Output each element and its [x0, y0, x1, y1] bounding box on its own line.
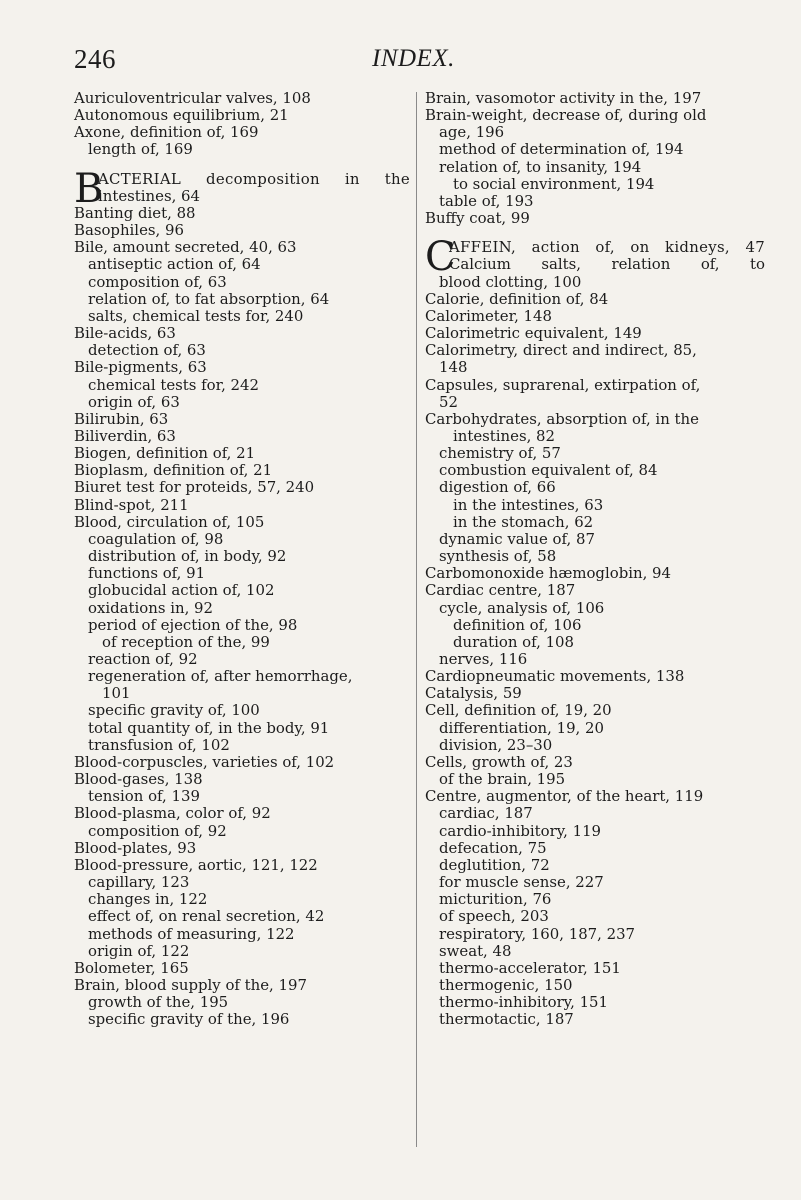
- index-subentry: methods of measuring, 122: [88, 924, 295, 943]
- section-b: [74, 165, 410, 1029]
- word: in: [344, 169, 360, 188]
- index-subentry: synthesis of, 58: [439, 547, 557, 566]
- index-subentry: composition of, 63: [88, 272, 227, 291]
- running-head: INDEX.: [372, 45, 455, 72]
- index-subentry: micturition, 76: [439, 890, 552, 909]
- index-subentry: coagulation of, 98: [88, 529, 224, 548]
- index-entry: Brain, vasomotor activity in the, 197: [425, 89, 702, 107]
- word: salts,: [541, 255, 581, 274]
- section-c: [425, 234, 765, 1029]
- index-subentry: of speech, 203: [439, 907, 549, 926]
- index-entry: Blind-spot, 211: [74, 495, 189, 514]
- index-subentry: differentiation, 19, 20: [439, 718, 604, 737]
- index-entry: Calorimeter, 148: [425, 306, 552, 325]
- index-subentry: sweat, 48: [439, 941, 512, 960]
- index-entry: Cardiac centre, 187: [425, 581, 576, 600]
- index-subentry: composition of, 92: [88, 821, 227, 840]
- word: AFFEIN,: [449, 238, 517, 257]
- index-subentry: combustion equivalent of, 84: [439, 461, 658, 480]
- word: on: [630, 238, 650, 257]
- index-subentry: functions of, 91: [88, 564, 206, 583]
- index-subentry: duration of, 108: [453, 632, 574, 651]
- index-subentry: cycle, analysis of, 106: [439, 598, 605, 617]
- index-entry: Cell, definition of, 19, 20: [425, 701, 612, 720]
- index-subentry: detection of, 63: [88, 341, 206, 360]
- word: 47: [745, 238, 765, 257]
- index-subentry: growth of the, 195: [88, 993, 229, 1012]
- index-subentry: thermogenic, 150: [439, 975, 573, 994]
- index-entry-continuation: age, 196: [439, 123, 505, 142]
- index-entry: Blood, circulation of, 105: [74, 512, 265, 531]
- index-entry: Cells, growth of, 23: [425, 752, 573, 771]
- index-subentry: antiseptic action of, 64: [88, 255, 261, 274]
- word: decomposition: [206, 169, 320, 188]
- word: kidneys,: [665, 238, 730, 257]
- index-entry: Bilirubin, 63: [74, 409, 169, 428]
- word: relation: [611, 255, 671, 274]
- index-entry: Carbohydrates, absorption of, in the: [425, 409, 699, 428]
- index-entry: Carbomonoxide hæmoglobin, 94: [425, 564, 671, 583]
- index-subentry: of the brain, 195: [439, 770, 566, 789]
- index-subentry: chemistry of, 57: [439, 444, 561, 463]
- index-subentry: transfusion of, 102: [88, 735, 230, 754]
- index-entry-first-line: [449, 239, 765, 256]
- index-entry: Calorimetry, direct and indirect, 85,: [425, 341, 697, 360]
- index-subentry: definition of, 106: [453, 615, 582, 634]
- index-subentry: changes in, 122: [88, 890, 208, 909]
- index-subentry: chemical tests for, 242: [88, 375, 259, 394]
- index-subentry: to social environment, 194: [453, 174, 655, 193]
- index-subentry: length of, 169: [88, 140, 193, 159]
- word: to: [750, 255, 765, 274]
- index-entry: Brain, blood supply of the, 197: [74, 975, 307, 994]
- index-entry: Auriculoventricular valves, 108: [74, 89, 311, 107]
- index-entry: Basophiles, 96: [74, 221, 184, 240]
- word: action: [531, 238, 580, 257]
- index-subentry: thermo-inhibitory, 151: [439, 993, 609, 1012]
- index-subentry: table of, 193: [439, 191, 534, 210]
- index-subentry: origin of, 122: [88, 941, 190, 960]
- index-subentry: of reception of the, 99: [102, 632, 270, 651]
- index-subentry: distribution of, in body, 92: [88, 547, 287, 566]
- index-entry: Biliverdin, 63: [74, 426, 176, 445]
- index-subentry: total quantity of, in the body, 91: [88, 718, 330, 737]
- index-subentry: reaction of, 92: [88, 650, 198, 668]
- index-subentry: respiratory, 160, 187, 237: [439, 924, 636, 943]
- index-subentry: thermo-accelerator, 151: [439, 958, 621, 977]
- index-entry: Blood-corpuscles, varieties of, 102: [74, 752, 335, 771]
- index-entry-continuation: intestines, 82: [453, 426, 555, 445]
- index-subentry: dynamic value of, 87: [439, 529, 595, 548]
- index-entry: Biuret test for proteids, 57, 240: [74, 478, 315, 497]
- index-entry: Bile, amount secreted, 40, 63: [74, 238, 297, 257]
- index-subentry: oxidations in, 92: [88, 598, 213, 617]
- index-entry: Bile-pigments, 63: [74, 358, 207, 377]
- index-entry-continuation: blood clotting, 100: [439, 272, 582, 291]
- drop-cap-c: C: [425, 234, 456, 281]
- index-subentry: capillary, 123: [88, 873, 190, 892]
- index-subentry: origin of, 63: [88, 392, 180, 411]
- index-subentry: thermotactic, 187: [439, 1010, 574, 1029]
- index-subentry: period of ejection of the, 98: [88, 615, 298, 634]
- index-subentry: for muscle sense, 227: [439, 873, 604, 892]
- index-column-right: [425, 90, 765, 1028]
- index-subentry: regeneration of, after hemorrhage,: [88, 667, 353, 686]
- word: ACTERIAL: [98, 169, 182, 188]
- index-subentry: in the intestines, 63: [453, 495, 604, 514]
- index-entry-first-line: [98, 171, 410, 188]
- index-entry-continuation: intestines, 64: [98, 186, 200, 205]
- index-entry: Biogen, definition of, 21: [74, 444, 256, 463]
- index-entry: Cardiopneumatic movements, 138: [425, 667, 685, 686]
- dropcap-entry-b: [74, 165, 410, 212]
- index-entry: Bile-acids, 63: [74, 324, 176, 343]
- index-entry: Calorimetric equivalent, 149: [425, 324, 642, 343]
- index-subentry: in the stomach, 62: [453, 512, 594, 531]
- index-subentry: defecation, 75: [439, 838, 547, 857]
- drop-cap-b: B: [74, 165, 104, 212]
- index-subentry: deglutition, 72: [439, 855, 550, 874]
- column-divider: [416, 92, 417, 1147]
- index-subentry: specific gravity of, 100: [88, 701, 260, 720]
- index-entry: Blood-pressure, aortic, 121, 122: [74, 855, 318, 874]
- index-entry: Blood-gases, 138: [74, 770, 203, 789]
- index-subentry: cardio-inhibitory, 119: [439, 821, 602, 840]
- index-subentry: digestion of, 66: [439, 478, 556, 497]
- index-entry: Axone, definition of, 169: [74, 123, 259, 142]
- index-subentry: relation of, to insanity, 194: [439, 157, 642, 176]
- index-subentry: division, 23–30: [439, 735, 553, 754]
- index-entry: Autonomous equilibrium, 21: [74, 106, 289, 125]
- index-entry: Calorie, definition of, 84: [425, 289, 609, 308]
- index-entry-second-line: [449, 256, 765, 273]
- index-entry: Blood-plasma, color of, 92: [74, 804, 271, 823]
- index-entry: Bolometer, 165: [74, 958, 189, 977]
- index-subentry: nerves, 116: [439, 650, 528, 668]
- dropcap-entry-c: [425, 234, 765, 281]
- index-entry: Buffy coat, 99: [425, 209, 530, 228]
- index-subentry-continuation: 101: [102, 684, 131, 703]
- index-entry-continuation: 148: [439, 358, 468, 377]
- index-entry: Capsules, suprarenal, extirpation of,: [425, 375, 701, 394]
- index-subentry: cardiac, 187: [439, 804, 533, 823]
- index-subentry: tension of, 139: [88, 787, 200, 806]
- index-entry: Catalysis, 59: [425, 684, 522, 703]
- word: the: [384, 169, 410, 188]
- word: of,: [700, 255, 720, 274]
- index-entry: Bioplasm, definition of, 21: [74, 461, 273, 480]
- index-subentry: effect of, on renal secretion, 42: [88, 907, 325, 926]
- word: of,: [595, 238, 615, 257]
- index-subentry: globucidal action of, 102: [88, 581, 275, 600]
- page-number: 246: [74, 44, 116, 74]
- index-subentry: relation of, to fat absorption, 64: [88, 289, 330, 308]
- index-entry: Centre, augmentor, of the heart, 119: [425, 787, 704, 806]
- index-entry: Blood-plates, 93: [74, 838, 197, 857]
- index-column-left: [74, 90, 410, 1028]
- index-subentry: method of determination of, 194: [439, 140, 684, 159]
- index-entry: Brain-weight, decrease of, during old: [425, 106, 707, 125]
- index-subentry: specific gravity of the, 196: [88, 1010, 290, 1029]
- index-subentry: salts, chemical tests for, 240: [88, 306, 304, 325]
- index-entry: Banting diet, 88: [74, 203, 196, 222]
- page-header: [74, 44, 727, 76]
- word: Calcium: [449, 255, 511, 274]
- index-entry-continuation: 52: [439, 392, 458, 411]
